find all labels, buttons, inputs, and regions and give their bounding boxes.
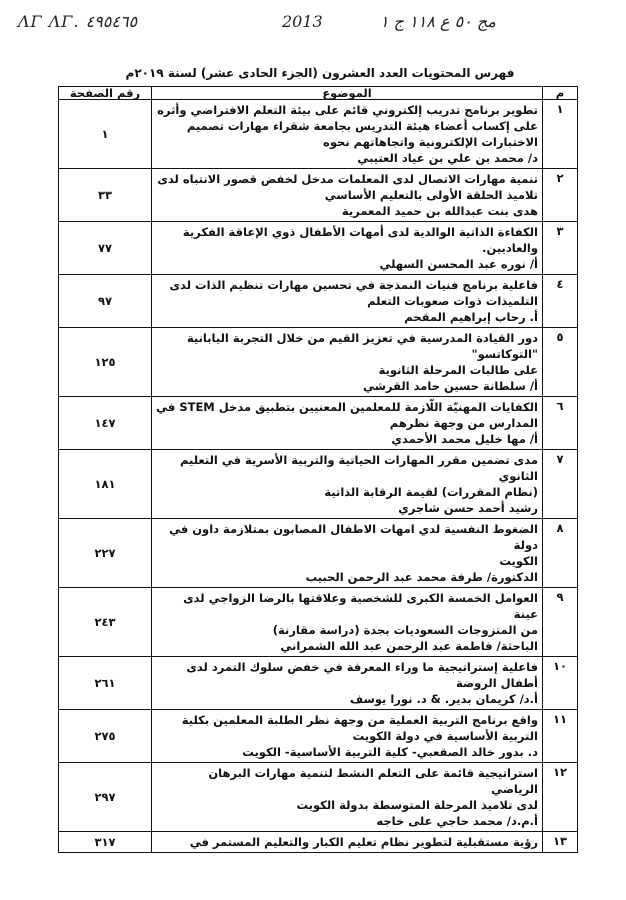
topic-title-line: العوامل الخمسة الكبرى للشخصية وعلاقتها بالرضا الزواجي لدى عينة xyxy=(183,591,538,621)
table-row xyxy=(59,657,578,710)
topic-title-line: على طالبات المرحلة الثانوية xyxy=(378,363,538,377)
table-row xyxy=(59,100,578,169)
row-number: ٣ xyxy=(543,222,578,275)
topic-author-line: أ/ نوره عبد المحسن السهلي xyxy=(379,257,538,271)
topic-title-line: التلميذات ذوات صعوبات التعلم xyxy=(367,294,538,308)
handwritten-year: 2013 xyxy=(282,12,323,31)
row-topic xyxy=(152,710,543,763)
topic-title-line: على إكساب أعضاء هيئة التدريس بجامعة شقراء مهارات تصميم xyxy=(186,119,538,133)
row-page-number: ٧٧ xyxy=(59,222,152,275)
topic-author-line: د/ محمد بن علي بن عياد العتيبي xyxy=(357,151,538,165)
row-number: ٢ xyxy=(543,169,578,222)
topic-title-line: الكفاءة الذاتية الوالدية لدى أمهات الأطفال ذوي الإعاقة الفكرية xyxy=(182,225,538,239)
handwritten-reference-note xyxy=(0,6,626,42)
topic-title-line: "التوكاتسو" xyxy=(471,347,538,361)
row-number: ٨ xyxy=(543,519,578,588)
row-topic xyxy=(152,100,543,169)
topic-title-line: الكفايات المهنيّة اللّازمة للمعلمين المعنيين بتطبيق مدخل STEM في xyxy=(156,400,538,414)
topic-title-line: الاختبارات الإلكترونية واتجاهاتهم نحوه xyxy=(323,135,538,149)
row-topic xyxy=(152,832,543,853)
topic-title-line: دور القيادة المدرسية في تعزيز القيم من خلال التجربة اليابانية xyxy=(186,331,538,345)
topic-title-line: تنمية مهارات الاتصال لدى المعلمات مدخل لخفض قصور الانتباه لدى xyxy=(157,172,538,186)
row-number: ١٣ xyxy=(543,832,578,853)
row-page-number: ١٢٥ xyxy=(59,328,152,397)
row-number: ٤ xyxy=(543,275,578,328)
topic-title-line: فاعلية برنامج فنيات النمذجة في تحسين مهارات تنظيم الذات لدى xyxy=(169,278,538,292)
topic-title-line: المدارس من وجهة نظرهم xyxy=(389,416,538,430)
row-topic xyxy=(152,450,543,519)
topic-title-line: لدى تلاميذ المرحلة المتوسطة بدولة الكويت xyxy=(296,798,538,812)
row-page-number: ١٤٧ xyxy=(59,397,152,450)
row-number: ٦ xyxy=(543,397,578,450)
table-row xyxy=(59,169,578,222)
row-page-number: ٢٩٧ xyxy=(59,763,152,832)
table-row xyxy=(59,710,578,763)
row-number: ١١ xyxy=(543,710,578,763)
row-topic xyxy=(152,763,543,832)
row-number: ٩ xyxy=(543,588,578,657)
topic-title-line: والعاديين. xyxy=(482,241,538,255)
topic-title-line: أطفال الروضة xyxy=(456,676,538,690)
table-row xyxy=(59,450,578,519)
row-topic xyxy=(152,397,543,450)
topic-title-line: التربية الأساسية في دولة الكويت xyxy=(352,729,538,743)
topic-title-line: الضغوط النفسية لدي امهات الاطفال المصابون بمتلازمة داون في دولة xyxy=(169,522,538,552)
row-topic xyxy=(152,169,543,222)
topic-author-line: أ.د/ كريمان بدير. & د. نورا يوسف xyxy=(349,692,538,706)
row-page-number: ٢٦١ xyxy=(59,657,152,710)
row-number: ١٠ xyxy=(543,657,578,710)
topic-author-line: د. بدور خالد الصقعبي- كلية التربية الأساسية- الكويت xyxy=(242,745,538,759)
table-row xyxy=(59,222,578,275)
header-topic: الموضوع xyxy=(152,87,543,100)
row-page-number: ٣٣ xyxy=(59,169,152,222)
contents-body xyxy=(59,100,578,853)
topic-title-line: الرياضي xyxy=(491,782,538,796)
row-page-number: ١ xyxy=(59,100,152,169)
table-row xyxy=(59,588,578,657)
row-topic xyxy=(152,222,543,275)
topic-title-line: مدى تضمين مقرر المهارات الحياتية والتربية الأسرية في التعليم الثانوي xyxy=(180,453,538,483)
row-number: ١٢ xyxy=(543,763,578,832)
topic-author-line: أ.م.د/ محمد حاجي على خاجه xyxy=(376,814,538,828)
table-row xyxy=(59,275,578,328)
topic-title-line: (نظام المقررات) لقيمة الرقابة الذاتية xyxy=(324,485,538,499)
topic-author-line: الباحثة/ فاطمة عبد الرحمن عبد الله الشمراني xyxy=(280,639,538,653)
row-page-number: ١٨١ xyxy=(59,450,152,519)
row-number: ١ xyxy=(543,100,578,169)
topic-author-line: أ. رحاب إبراهيم المقحم xyxy=(404,310,538,324)
page-title: فهرس المحتويات العدد العشرون (الجزء الحادى عشر) لسنة ٢٠١٩م xyxy=(125,66,515,80)
row-page-number: ٢٢٧ xyxy=(59,519,152,588)
topic-title-line: من المتزوجات السعوديات بجدة (دراسة مقارنة) xyxy=(272,623,538,637)
table-header-row xyxy=(59,87,578,100)
handwritten-volume: مج ٥٠ ع ١١٨ ج ١ xyxy=(380,12,496,31)
topic-title-line: تطوير برنامج تدريب إلكتروني قائم على بيئة التعلم الافتراضي وأثره xyxy=(157,103,538,117)
row-topic xyxy=(152,588,543,657)
row-page-number: ٢٤٣ xyxy=(59,588,152,657)
topic-author-line: أ/ مها خليل محمد الأحمدي xyxy=(391,432,538,446)
row-number: ٥ xyxy=(543,328,578,397)
table-row xyxy=(59,763,578,832)
topic-title-line: استراتيجية قائمة على التعلم النشط لتنمية مهارات البرهان xyxy=(208,766,538,780)
row-number: ٧ xyxy=(543,450,578,519)
table-row xyxy=(59,397,578,450)
topic-title-line: تلاميذ الحلقة الأولى بالتعليم الأساسي xyxy=(324,188,538,202)
topic-author-line: رشيد أحمد حسن شاجري xyxy=(398,501,538,515)
topic-title-line: الكويت xyxy=(499,554,538,568)
row-topic xyxy=(152,657,543,710)
topic-title-line: رؤية مستقبلية لتطوير نظام تعليم الكبار والتعليم المستمر في xyxy=(189,835,538,849)
table-row xyxy=(59,519,578,588)
row-topic xyxy=(152,519,543,588)
row-topic xyxy=(152,328,543,397)
topic-title-line: فاعلية إستراتيجية ما وراء المعرفة في خفض سلوك التمرد لدى xyxy=(186,660,538,674)
table-row xyxy=(59,328,578,397)
topic-author-line: الدكتورة/ طرفة محمد عبد الرحمن الحبيب xyxy=(305,570,538,584)
table-row xyxy=(59,832,578,853)
row-page-number: ٢٧٥ xyxy=(59,710,152,763)
contents-table xyxy=(58,86,578,853)
handwritten-code: ΛΓ ΛΓ. ٤٩٥٤٦٥ xyxy=(18,12,138,31)
header-num: م xyxy=(543,87,578,100)
header-page: رقم الصفحة xyxy=(59,87,152,100)
row-topic xyxy=(152,275,543,328)
row-page-number: ٣١٧ xyxy=(59,832,152,853)
topic-author-line: هدى بنت عبدالله بن حميد المعمرية xyxy=(341,204,538,218)
topic-title-line: واقع برنامج التربية العملية من وجهة نظر الطلبة المعلمين بكلية xyxy=(181,713,538,727)
row-page-number: ٩٧ xyxy=(59,275,152,328)
topic-author-line: أ/ سلطانة حسين حامد القرشي xyxy=(362,379,538,393)
